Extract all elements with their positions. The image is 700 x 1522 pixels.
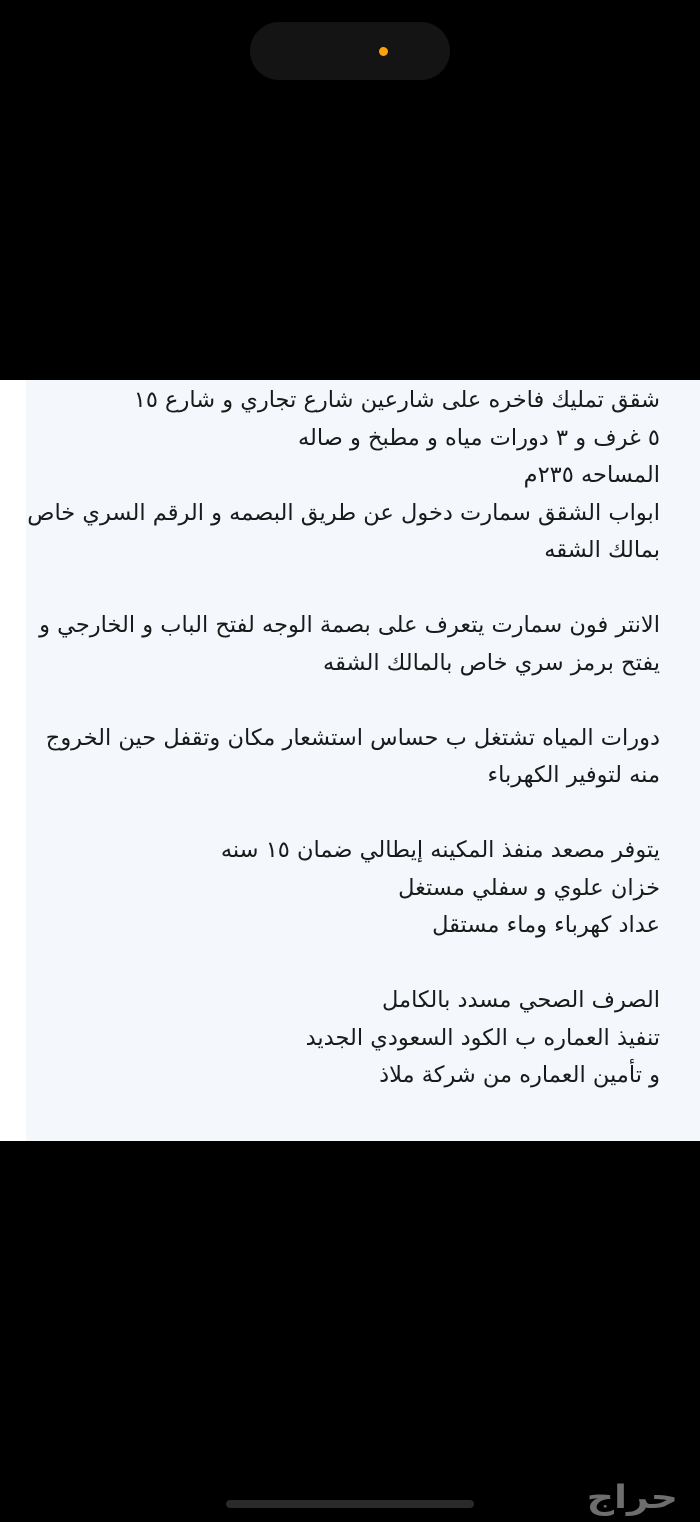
- description-line: ابواب الشقق سمارت دخول عن طريق البصمه و الرقم السري خاص: [27, 499, 660, 526]
- description-line: المساحه ٢٣٥م: [523, 462, 660, 488]
- paragraph-spacer: [20, 682, 660, 720]
- dynamic-island: [250, 22, 450, 80]
- description-line: دورات المياه تشتغل ب حساس استشعار مكان وتقفل حين الخروج: [45, 724, 660, 751]
- haraj-watermark-logo: حراج: [586, 1478, 678, 1516]
- description-line: يتوفر مصعد منفذ المكينه إيطالي ضمان ١٥ سنه: [220, 837, 660, 863]
- description-line: الصرف الصحي مسدد بالكامل: [381, 987, 660, 1013]
- description-line: تنفيذ العماره ب الكود السعودي الجديد: [305, 1024, 660, 1051]
- paragraph-spacer: [20, 945, 660, 983]
- description-line: عداد كهرباء وماء مستقل: [432, 912, 660, 938]
- description-line: منه لتوفير الكهرباء: [487, 762, 660, 788]
- listing-description-area: [26, 380, 700, 1141]
- description-line: خزان علوي و سفلي مستغل: [398, 874, 660, 901]
- description-line: يفتح برمز سري خاص بالمالك الشقه: [323, 649, 660, 676]
- description-line: و تأمين العماره من شركة ملاذ: [379, 1062, 660, 1088]
- description-line: شقق تمليك فاخره على شارعين شارع تجاري و شارع ١٥: [133, 387, 660, 413]
- home-indicator[interactable]: [226, 1500, 474, 1508]
- paragraph-spacer: [20, 570, 660, 608]
- camera-indicator-dot: [379, 47, 388, 56]
- paragraph-spacer: [20, 795, 660, 833]
- description-line: بمالك الشقه: [544, 537, 660, 563]
- description-line: ٥ غرف و ٣ دورات مياه و مطبخ و صاله: [297, 424, 660, 451]
- screenshot-text-panel: [0, 380, 700, 1141]
- description-line: الانتر فون سمارت يتعرف على بصمة الوجه لفتح الباب و الخارجي و: [39, 612, 660, 638]
- listing-description: [20, 382, 660, 1095]
